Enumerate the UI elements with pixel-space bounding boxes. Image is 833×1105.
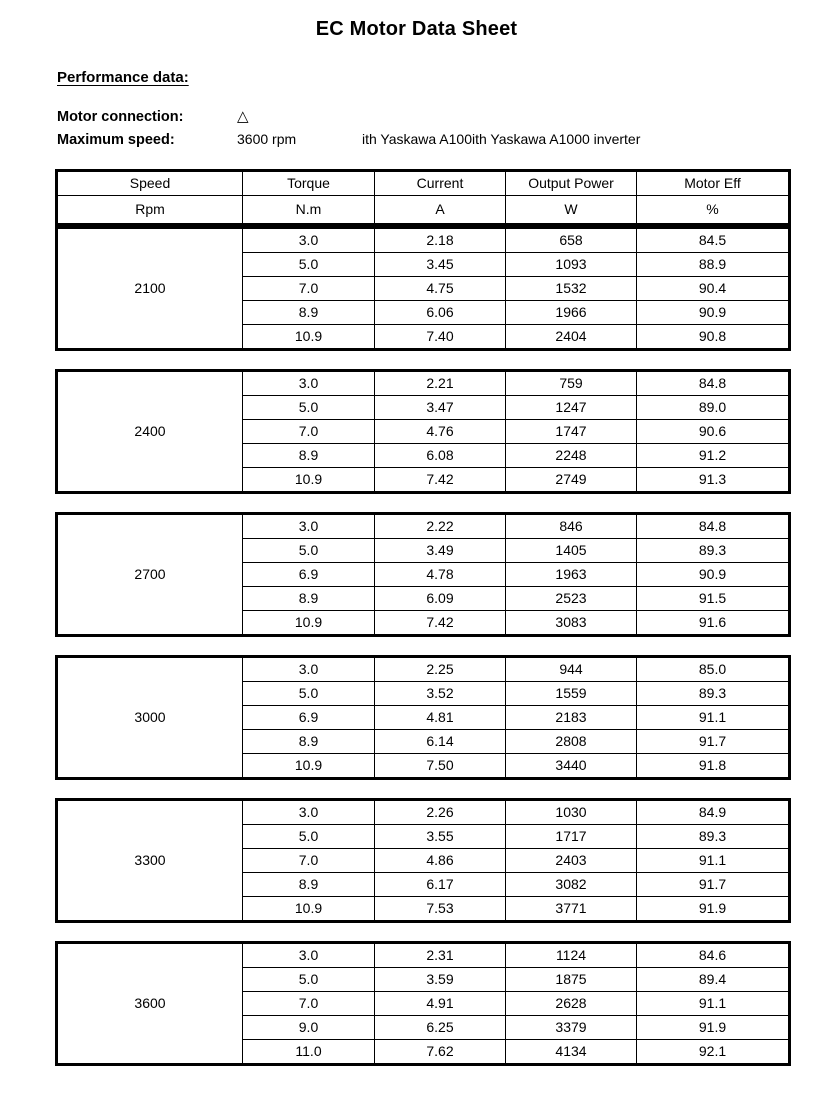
torque-cell: 10.9	[243, 468, 375, 493]
current-cell: 6.14	[375, 730, 506, 754]
motor-eff-cell: 89.3	[637, 825, 790, 849]
motor-eff-cell: 91.9	[637, 1016, 790, 1040]
motor-connection-row	[57, 109, 833, 131]
current-cell: 7.53	[375, 897, 506, 922]
table-row	[57, 657, 790, 682]
output-power-cell: 1717	[506, 825, 637, 849]
column-header-power: Output Power	[506, 171, 637, 196]
motor-eff-cell: 92.1	[637, 1040, 790, 1065]
motor-eff-cell: 88.9	[637, 253, 790, 277]
current-cell: 3.45	[375, 253, 506, 277]
section-heading: Performance data:	[57, 69, 189, 86]
current-cell: 7.62	[375, 1040, 506, 1065]
torque-cell: 6.9	[243, 563, 375, 587]
torque-cell: 7.0	[243, 849, 375, 873]
current-cell: 7.42	[375, 468, 506, 493]
current-cell: 4.78	[375, 563, 506, 587]
table-row	[57, 514, 790, 539]
output-power-cell: 1963	[506, 563, 637, 587]
header-row-units	[57, 196, 790, 225]
torque-cell: 7.0	[243, 277, 375, 301]
table-row	[57, 371, 790, 396]
motor-eff-cell: 84.5	[637, 228, 790, 253]
torque-cell: 3.0	[243, 371, 375, 396]
torque-cell: 8.9	[243, 587, 375, 611]
torque-cell: 7.0	[243, 420, 375, 444]
torque-cell: 5.0	[243, 539, 375, 563]
speed-value-cell: 2400	[57, 371, 243, 493]
torque-cell: 8.9	[243, 873, 375, 897]
output-power-cell: 3082	[506, 873, 637, 897]
output-power-cell: 2808	[506, 730, 637, 754]
speed-value-cell: 3300	[57, 800, 243, 922]
current-cell: 4.86	[375, 849, 506, 873]
motor-eff-cell: 85.0	[637, 657, 790, 682]
torque-cell: 5.0	[243, 396, 375, 420]
output-power-cell: 2749	[506, 468, 637, 493]
current-cell: 2.21	[375, 371, 506, 396]
column-unit-eff: %	[637, 196, 790, 225]
motor-eff-cell: 91.1	[637, 992, 790, 1016]
output-power-cell: 3771	[506, 897, 637, 922]
torque-cell: 9.0	[243, 1016, 375, 1040]
output-power-cell: 2183	[506, 706, 637, 730]
spec-list	[57, 109, 833, 153]
motor-eff-cell: 91.9	[637, 897, 790, 922]
output-power-cell: 944	[506, 657, 637, 682]
torque-cell: 6.9	[243, 706, 375, 730]
current-cell: 4.81	[375, 706, 506, 730]
speed-block-table	[55, 369, 791, 494]
output-power-cell: 846	[506, 514, 637, 539]
motor-eff-cell: 91.1	[637, 849, 790, 873]
torque-cell: 10.9	[243, 325, 375, 350]
motor-eff-cell: 91.5	[637, 587, 790, 611]
current-cell: 4.91	[375, 992, 506, 1016]
table-row	[57, 943, 790, 968]
torque-cell: 3.0	[243, 657, 375, 682]
current-cell: 3.52	[375, 682, 506, 706]
torque-cell: 8.9	[243, 730, 375, 754]
motor-eff-cell: 91.3	[637, 468, 790, 493]
speed-block-table	[55, 512, 791, 637]
column-header-speed: Speed	[57, 171, 243, 196]
output-power-cell: 2628	[506, 992, 637, 1016]
torque-cell: 5.0	[243, 825, 375, 849]
output-power-cell: 1532	[506, 277, 637, 301]
column-header-current: Current	[375, 171, 506, 196]
speed-value-cell: 3000	[57, 657, 243, 779]
torque-cell: 5.0	[243, 253, 375, 277]
current-cell: 6.06	[375, 301, 506, 325]
speed-block-table	[55, 226, 791, 351]
torque-cell: 8.9	[243, 301, 375, 325]
motor-eff-cell: 91.7	[637, 873, 790, 897]
current-cell: 6.08	[375, 444, 506, 468]
output-power-cell: 3379	[506, 1016, 637, 1040]
motor-eff-cell: 84.8	[637, 371, 790, 396]
maximum-speed-value: 3600 rpm	[237, 131, 297, 147]
motor-eff-cell: 91.7	[637, 730, 790, 754]
column-unit-speed: Rpm	[57, 196, 243, 225]
column-unit-current: A	[375, 196, 506, 225]
motor-eff-cell: 91.1	[637, 706, 790, 730]
motor-eff-cell: 90.4	[637, 277, 790, 301]
torque-cell: 8.9	[243, 444, 375, 468]
current-cell: 6.25	[375, 1016, 506, 1040]
torque-cell: 3.0	[243, 228, 375, 253]
page-title: EC Motor Data Sheet	[315, 18, 518, 40]
output-power-cell: 1559	[506, 682, 637, 706]
torque-cell: 5.0	[243, 682, 375, 706]
speed-blocks-container	[55, 226, 788, 1066]
motor-eff-cell: 90.9	[637, 563, 790, 587]
current-cell: 2.31	[375, 943, 506, 968]
motor-eff-cell: 89.3	[637, 682, 790, 706]
current-cell: 2.25	[375, 657, 506, 682]
delta-triangle-icon: △	[237, 108, 249, 125]
torque-cell: 10.9	[243, 897, 375, 922]
output-power-cell: 2404	[506, 325, 637, 350]
motor-eff-cell: 91.8	[637, 754, 790, 779]
motor-eff-cell: 84.8	[637, 514, 790, 539]
speed-value-cell: 2700	[57, 514, 243, 636]
torque-cell: 5.0	[243, 968, 375, 992]
current-cell: 6.17	[375, 873, 506, 897]
speed-block-table	[55, 798, 791, 923]
current-cell: 2.22	[375, 514, 506, 539]
output-power-cell: 4134	[506, 1040, 637, 1065]
column-unit-torque: N.m	[243, 196, 375, 225]
current-cell: 4.75	[375, 277, 506, 301]
maximum-speed-label: Maximum speed:	[57, 132, 175, 148]
torque-cell: 3.0	[243, 800, 375, 825]
output-power-cell: 658	[506, 228, 637, 253]
motor-eff-cell: 91.2	[637, 444, 790, 468]
motor-eff-cell: 91.6	[637, 611, 790, 636]
current-cell: 3.49	[375, 539, 506, 563]
current-cell: 2.26	[375, 800, 506, 825]
output-power-cell: 1875	[506, 968, 637, 992]
performance-tables	[0, 169, 833, 1066]
current-cell: 2.18	[375, 228, 506, 253]
output-power-cell: 1747	[506, 420, 637, 444]
torque-cell: 7.0	[243, 992, 375, 1016]
output-power-cell: 2523	[506, 587, 637, 611]
motor-eff-cell: 90.9	[637, 301, 790, 325]
output-power-cell: 1124	[506, 943, 637, 968]
table-row	[57, 228, 790, 253]
header-row-names	[57, 171, 790, 196]
torque-cell: 10.9	[243, 611, 375, 636]
output-power-cell: 759	[506, 371, 637, 396]
performance-data-heading-wrap	[0, 41, 833, 87]
output-power-cell: 2403	[506, 849, 637, 873]
motor-eff-cell: 84.9	[637, 800, 790, 825]
maximum-speed-row	[57, 131, 833, 153]
column-header-eff: Motor Eff	[637, 171, 790, 196]
output-power-cell: 1030	[506, 800, 637, 825]
current-cell: 3.47	[375, 396, 506, 420]
torque-cell: 3.0	[243, 943, 375, 968]
table-header	[55, 169, 791, 226]
current-cell: 6.09	[375, 587, 506, 611]
output-power-cell: 2248	[506, 444, 637, 468]
current-cell: 7.40	[375, 325, 506, 350]
motor-eff-cell: 89.4	[637, 968, 790, 992]
table-row	[57, 800, 790, 825]
speed-block-table	[55, 655, 791, 780]
output-power-cell: 1247	[506, 396, 637, 420]
speed-value-cell: 3600	[57, 943, 243, 1065]
motor-eff-cell: 84.6	[637, 943, 790, 968]
motor-eff-cell: 90.8	[637, 325, 790, 350]
torque-cell: 10.9	[243, 754, 375, 779]
motor-connection-label: Motor connection:	[57, 109, 184, 125]
output-power-cell: 3440	[506, 754, 637, 779]
inverter-note: ith Yaskawa A100ith Yaskawa A1000 inverter	[362, 131, 641, 147]
output-power-cell: 3083	[506, 611, 637, 636]
torque-cell: 11.0	[243, 1040, 375, 1065]
speed-block-table	[55, 941, 791, 1066]
current-cell: 4.76	[375, 420, 506, 444]
motor-eff-cell: 90.6	[637, 420, 790, 444]
current-cell: 3.59	[375, 968, 506, 992]
column-unit-power: W	[506, 196, 637, 225]
torque-cell: 3.0	[243, 514, 375, 539]
output-power-cell: 1966	[506, 301, 637, 325]
motor-eff-cell: 89.3	[637, 539, 790, 563]
current-cell: 7.42	[375, 611, 506, 636]
column-header-torque: Torque	[243, 171, 375, 196]
output-power-cell: 1405	[506, 539, 637, 563]
current-cell: 7.50	[375, 754, 506, 779]
output-power-cell: 1093	[506, 253, 637, 277]
current-cell: 3.55	[375, 825, 506, 849]
speed-value-cell: 2100	[57, 228, 243, 350]
motor-eff-cell: 89.0	[637, 396, 790, 420]
